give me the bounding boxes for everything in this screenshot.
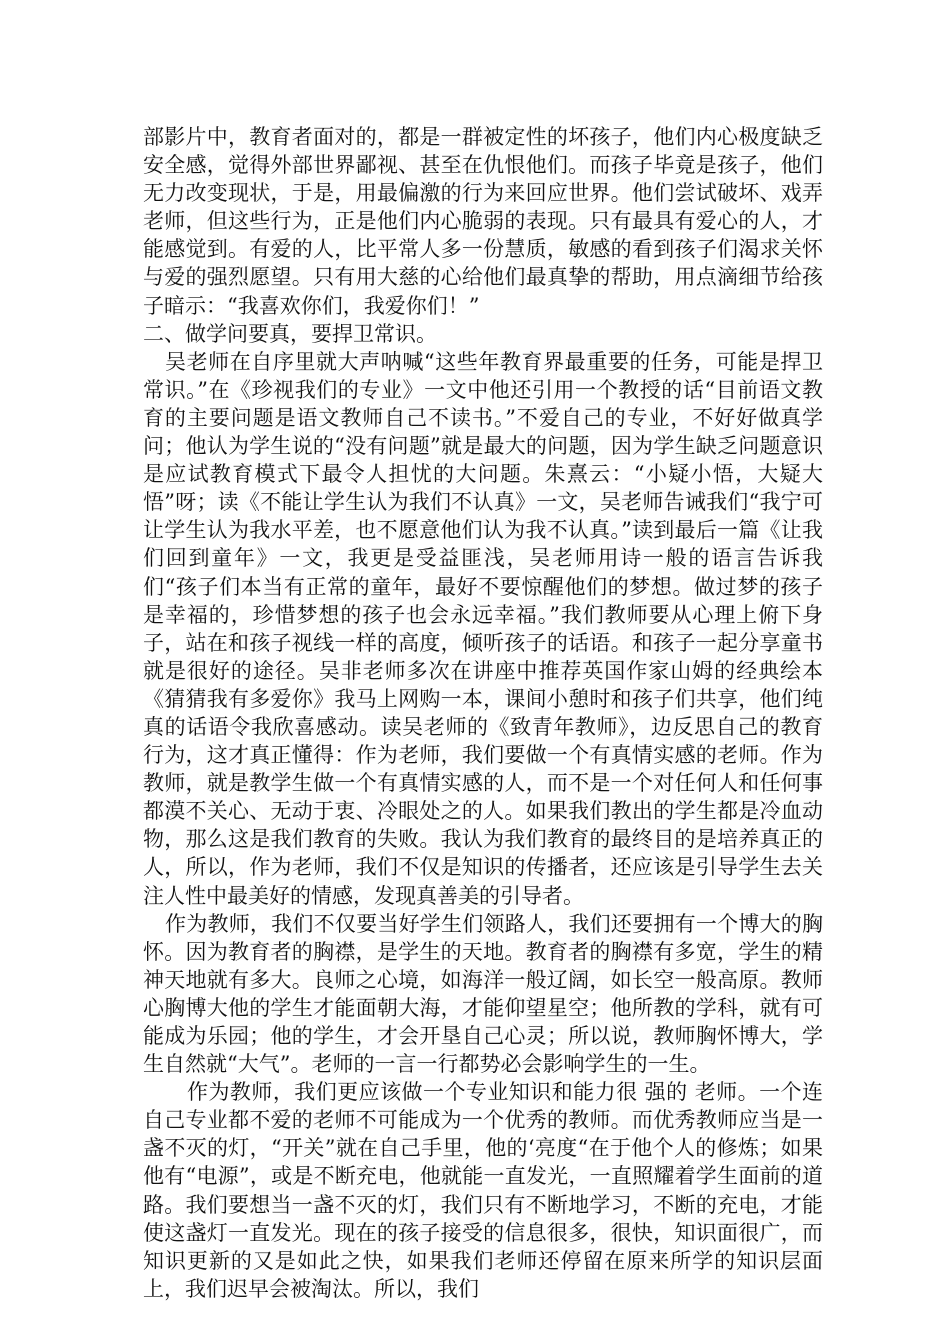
paragraph-common-sense: 吴老师在自序里就大声呐喊“这些年教育界最重要的任务，可能是捍卫常识。”在《珍视我们的专业》一文中他还引用一个教授的话“目前语文教育的主要问题是语文教师自己不读书。”不爱自己的专业，不好好做真学问；他认为学生说的“没有问题”就是最大的问题，因为学生缺乏问题意识是应试教育模式下最令人担忧的大问题。朱熹云：“小疑小悟，大疑大悟”呀；读《不能让学生认为我们不认真》一文，吴老师告诫我们“我宁可让学生认为我水平差，也不愿意他们认为我不认真。”读到最后一篇《让我们回到童年》一文，我更是受益匪浅，吴老师用诗一般的语言告诉我们“孩子们本当有正常的童年，最好不要惊醒他们的梦想。做过梦的孩子是幸福的，珍惜梦想的孩子也会永远幸福。”我们教师要从心理上俯下身子，站在和孩子视线一样的高度，倾听孩子的话语。和孩子一起分享童书就是很好的途径。吴非老师多次在讲座中推荐英国作家山姆的经典绘本《猜猜我有多爱你》我马上网购一本，课间小憩时和孩子们共享，他们纯真的话语令我欣喜感动。读吴老师的《致青年教师》，边反思自己的教育行为，这才真正懂得：作为老师，我们要做一个有真情实感的老师。作为教师，就是教学生做一个有真情实感的人，而不是一个对任何人和任何事都漠不关心、无动于衷、冷眼处之的人。如果我们教出的学生都是冷血动物，那么这是我们教育的失败。我认为我们教育的最终目的是培养真正的人，所以，作为老师，我们不仅是知识的传播者，还应该是引导学生去关注人性中最美好的情感，发现真善美的引导者。 <box>143 349 823 908</box>
section-heading: 二、做学问要真，要捍卫常识。 <box>143 321 437 346</box>
document-body <box>143 123 823 1303</box>
paragraph-professional: 作为教师，我们更应该做一个专业知识和能力很 强的 老师。一个连自己专业都不爱的老师不可能成为一个优秀的教师。而优秀教师应当是一盏不灭的灯，“开关”就在自己手里，他的‘亮度“在于他个人的修炼；如果他有“电源”，或是不断充电，他就能一直发光，一直照耀着学生面前的道路。我们要想当一盏不灭的灯，我们只有不断地学习，不断的充电，才能使这盏灯一直发光。现在的孩子接受的信息很多，很快，知识面很广，而知识更新的又是如此之快，如果我们老师还停留在原来所学的知识层面上，我们迟早会被淘汰。所以，我们 <box>143 1080 823 1301</box>
paragraph-broad-mind: 作为教师，我们不仅要当好学生们领路人，我们还要拥有一个博大的胸怀。因为教育者的胸襟，是学生的天地。教育者的胸襟有多宽，学生的精神天地就有多大。良师之心境，如海洋一般辽阔，如长空一般高原。教师心胸博大他的学生才能面朝大海，才能仰望星空；他所教的学科，就有可能成为乐园；他的学生，才会开垦自己心灵；所以说，教师胸怀博大，学生自然就“大气”。老师的一言一行都势必会影响学生的一生。 <box>143 911 823 1077</box>
paragraph-continuation: 部影片中，教育者面对的，都是一群被定性的坏孩子，他们内心极度缺乏安全感，觉得外部世界鄙视、甚至在仇恨他们。而孩子毕竟是孩子，他们无力改变现状，于是，用最偏激的行为来回应世界。他们尝试破坏、戏弄老师，但这些行为，正是他们内心脆弱的表现。只有最具有爱心的人，才能感觉到。有爱的人，比平常人多一份慧质，敏感的看到孩子们渴求关怀与爱的强烈愿望。只有用大慈的心给他们最真挚的帮助，用点滴细节给孩子暗示：“我喜欢你们，我爱你们！” <box>143 125 823 318</box>
